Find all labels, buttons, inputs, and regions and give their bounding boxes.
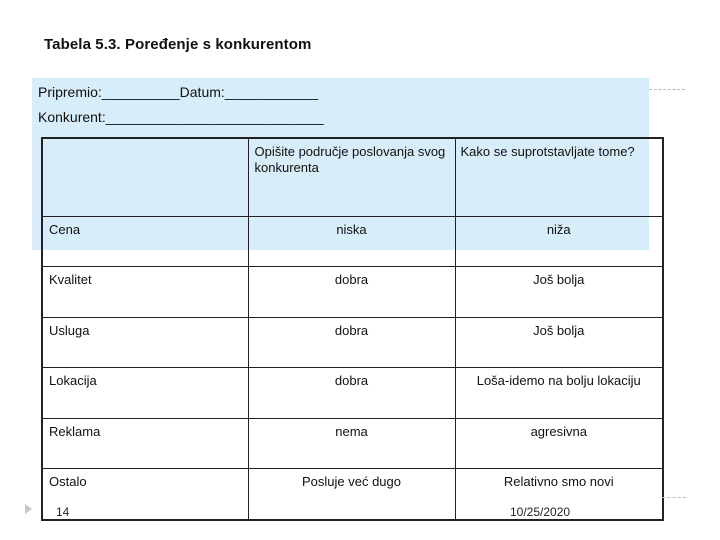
prepared-by-date-line: Pripremio:__________Datum:____________	[38, 84, 319, 100]
response-value: Još bolja	[455, 317, 663, 368]
competitor-value: Posluje već dugo	[248, 469, 455, 520]
response-value: agresivna	[455, 418, 663, 469]
table-row	[42, 216, 663, 267]
response-value: Loša-idemo na bolju lokaciju	[455, 368, 663, 419]
slide-divider-bottom	[662, 497, 686, 498]
table-row	[42, 418, 663, 469]
row-label: Lokacija	[42, 368, 248, 419]
competitor-line: Konkurent:____________________________	[38, 109, 324, 125]
page-number: 14	[56, 505, 70, 519]
competitor-value: niska	[248, 216, 455, 267]
competitor-value: dobra	[248, 267, 455, 318]
row-label: Cena	[42, 216, 248, 267]
table-header-row	[42, 138, 663, 216]
competitor-value: dobra	[248, 368, 455, 419]
competitor-comparison-table	[41, 137, 664, 521]
footer-date: 10/25/2020	[510, 505, 571, 519]
slide-divider-top	[649, 89, 685, 90]
response-value: Još bolja	[455, 267, 663, 318]
header-empty-cell	[42, 138, 248, 216]
response-value: Relativno smo novi	[455, 469, 663, 520]
row-label: Usluga	[42, 317, 248, 368]
row-label: Reklama	[42, 418, 248, 469]
competitor-value: nema	[248, 418, 455, 469]
page-title: Tabela 5.3. Poređenje s konkurentom	[44, 36, 312, 53]
response-value: niža	[455, 216, 663, 267]
row-label: Kvalitet	[42, 267, 248, 318]
table-row	[42, 317, 663, 368]
slide-corner-arrow-icon	[25, 504, 32, 514]
table-row	[42, 368, 663, 419]
table-row	[42, 267, 663, 318]
header-response: Kako se suprotstavljate tome?	[455, 138, 663, 216]
header-competitor-area: Opišite područje poslovanja svog konkurenta	[248, 138, 455, 216]
row-label: Ostalo	[42, 469, 248, 520]
competitor-value: dobra	[248, 317, 455, 368]
